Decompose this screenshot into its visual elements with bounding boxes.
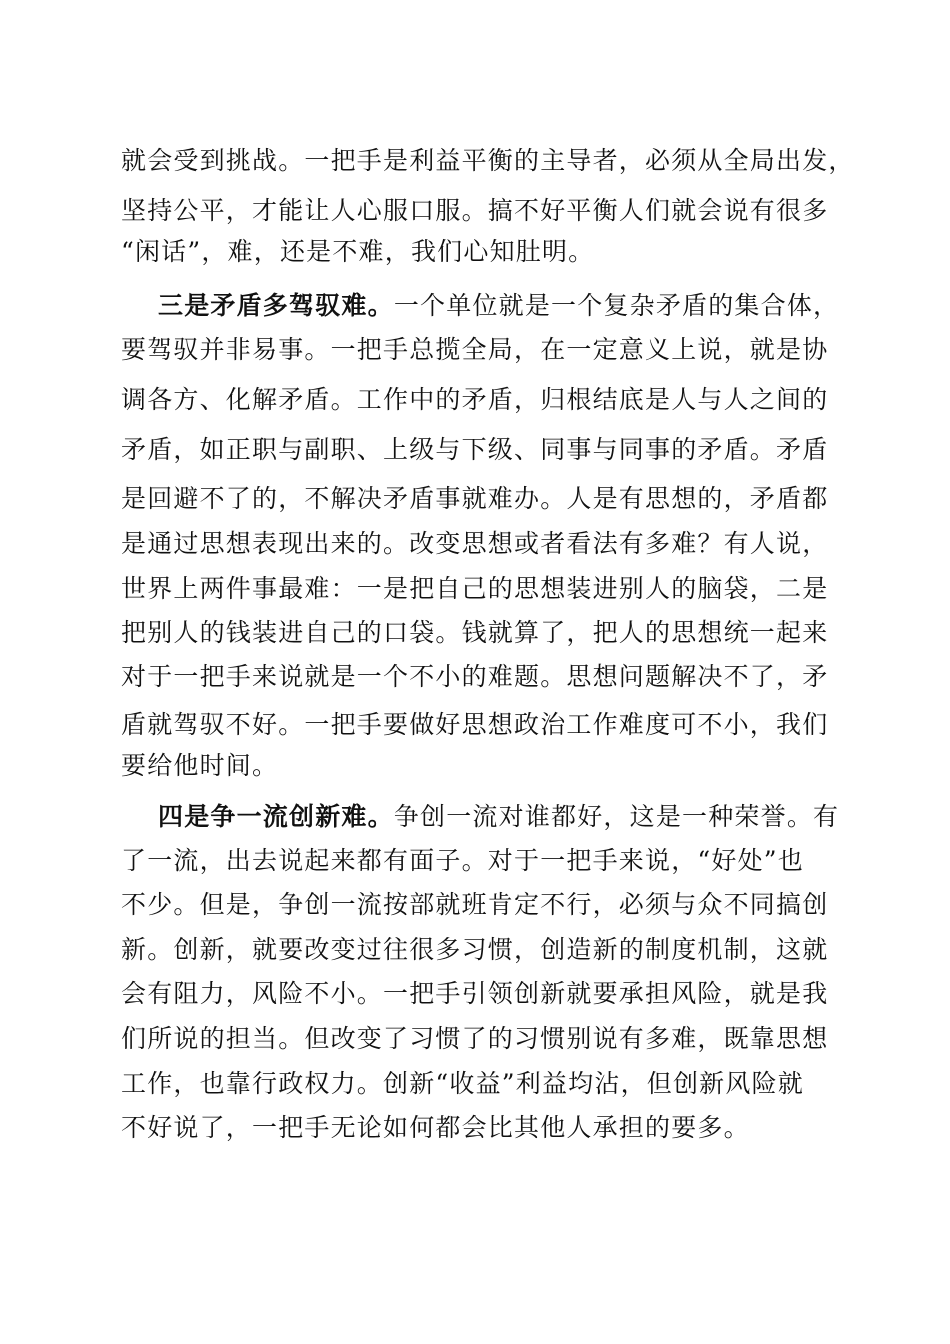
paragraph-3-heading: 四是争一流创新难。: [158, 802, 394, 831]
paragraph-3-line-5: 会有阻力，风险不小。一把手引领创新就要承担风险，就是我: [121, 979, 829, 1008]
paragraph-2-line-3: 调各方、化解矛盾。工作中的矛盾，归根结底是人与人之间的: [121, 385, 829, 414]
paragraph-2-line-7: 世界上两件事最难：一是把自己的思想装进别人的脑袋，二是: [121, 574, 829, 603]
paragraph-2-heading: 三是矛盾多驾驭难。: [158, 291, 394, 320]
paragraph-2-line-11: 要给他时间。: [121, 751, 279, 780]
paragraph-1-line-1: 就会受到挑战。一把手是利益平衡的主导者，必须从全局出发，: [121, 146, 855, 175]
paragraph-2-line-8: 把别人的钱装进自己的口袋。钱就算了，把人的思想统一起来: [121, 618, 829, 647]
paragraph-3-line-7: 工作，也靠行政权力。创新“收益”利益均沾，但创新风险就: [121, 1069, 804, 1098]
paragraph-3-line-2: 了一流，出去说起来都有面子。对于一把手来说，“好处”也: [121, 846, 804, 875]
paragraph-1-line-2: 坚持公平，才能让人心服口服。搞不好平衡人们就会说有很多: [121, 196, 829, 225]
paragraph-2-line-5: 是回避不了的，不解决矛盾事就难办。人是有思想的，矛盾都: [121, 484, 829, 513]
paragraph-2-line-4: 矛盾，如正职与副职、上级与下级、同事与同事的矛盾。矛盾: [121, 435, 829, 464]
paragraph-3-line-1-text: 争创一流对谁都好，这是一种荣誉。有: [393, 802, 840, 831]
paragraph-2-line-10: 盾就驾驭不好。一把手要做好思想政治工作难度可不小，我们: [121, 710, 829, 739]
paragraph-3-line-1: [158, 792, 840, 842]
paragraph-2-line-9: 对于一把手来说就是一个不小的难题。思想问题解决不了，矛: [121, 662, 829, 691]
paragraph-3-line-3: 不少。但是，争创一流按部就班肯定不行，必须与众不同搞创: [121, 890, 829, 919]
paragraph-2-line-2: 要驾驭并非易事。一把手总揽全局，在一定意义上说，就是协: [121, 335, 829, 364]
paragraph-2-line-1: [158, 281, 840, 331]
paragraph-3-line-4: 新。创新，就要改变过往很多习惯，创造新的制度机制，这就: [121, 935, 829, 964]
paragraph-2-line-6: 是通过思想表现出来的。改变思想或者看法有多难？有人说，: [121, 529, 829, 558]
paragraph-3-line-6: 们所说的担当。但改变了习惯了的习惯别说有多难，既靠思想: [121, 1024, 829, 1053]
paragraph-2-line-1-text: 一个单位就是一个复杂矛盾的集合体，: [393, 291, 840, 320]
paragraph-3-line-8: 不好说了，一把手无论如何都会比其他人承担的要多。: [121, 1113, 750, 1142]
paragraph-1-line-3: “闲话”，难，还是不难，我们心知肚明。: [121, 237, 595, 266]
